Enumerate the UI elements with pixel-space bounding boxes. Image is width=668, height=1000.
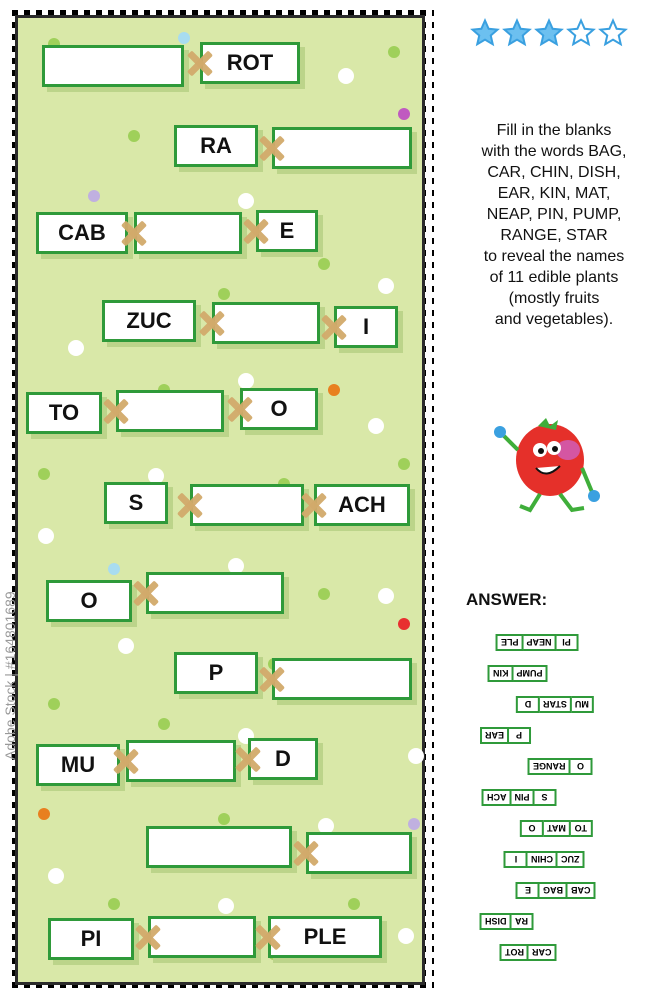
tomato-mascot-icon — [480, 410, 620, 520]
decorative-dot — [408, 818, 420, 830]
decorative-dot — [318, 258, 330, 270]
answer-tile: RANGE — [528, 758, 571, 775]
tape-join-icon — [301, 492, 327, 518]
tape-join-icon — [121, 220, 147, 246]
blank-tile[interactable] — [146, 572, 284, 614]
answer-tile: STAR — [538, 696, 572, 713]
decorative-dot — [218, 288, 230, 300]
answer-tile: PLE — [496, 634, 524, 651]
tape-join-icon — [235, 746, 261, 772]
decorative-dot — [158, 718, 170, 730]
tape-join-icon — [187, 50, 213, 76]
answer-row — [480, 913, 532, 930]
blank-tile[interactable] — [146, 826, 292, 868]
letter-tile: MU — [36, 744, 120, 786]
decorative-dot — [348, 898, 360, 910]
watermark-text: Adobe Stock | #164801689 — [2, 591, 18, 760]
decorative-dot — [108, 898, 120, 910]
blank-tile[interactable] — [272, 127, 412, 169]
letter-tile: E — [256, 210, 318, 252]
answer-tile: MU — [570, 696, 594, 713]
answer-row — [482, 789, 555, 806]
answer-tile: RA — [510, 913, 534, 930]
answer-tile: EAR — [480, 727, 509, 744]
answer-row — [516, 882, 594, 899]
tape-join-icon — [103, 398, 129, 424]
answer-tile: PUMP — [512, 665, 548, 682]
answer-tile: O — [520, 820, 544, 837]
answer-tile: ACH — [482, 789, 512, 806]
letter-tile: P — [174, 652, 258, 694]
answer-row — [528, 758, 591, 775]
answer-tile: ZUC — [556, 851, 585, 868]
letter-tile: PLE — [268, 916, 382, 958]
answer-row — [516, 696, 592, 713]
star-filled-icon — [502, 18, 532, 48]
answer-tile: O — [569, 758, 593, 775]
answer-tile: CAB — [566, 882, 596, 899]
letter-tile: I — [334, 306, 398, 348]
answer-row — [488, 665, 546, 682]
answer-tile: P — [507, 727, 531, 744]
answer-tile: NEAP — [522, 634, 557, 651]
decorative-dot — [368, 418, 384, 434]
answer-tile: PIN — [510, 789, 535, 806]
decorative-dot — [218, 813, 230, 825]
blank-tile[interactable] — [212, 302, 320, 344]
answer-tile: E — [516, 882, 540, 899]
decorative-dot — [408, 748, 424, 764]
answer-row — [496, 634, 577, 651]
decorative-dot — [388, 46, 400, 58]
decorative-dot — [38, 528, 54, 544]
tape-join-icon — [243, 218, 269, 244]
decorative-dot — [318, 588, 330, 600]
decorative-dot — [398, 618, 410, 630]
letter-tile: O — [46, 580, 132, 622]
decorative-dot — [38, 468, 50, 480]
instructions-text: Fill in the blanks with the words BAG, CAR, CHIN, DISH, EAR, KIN, MAT, NEAP, PIN, PUMP, RANGE, STAR to reveal the names of 11 edible plants (mostly fruits and vegetables). — [481, 122, 627, 328]
tape-join-icon — [133, 580, 159, 606]
answer-tile: DISH — [480, 913, 512, 930]
decorative-dot — [68, 340, 84, 356]
difficulty-rating — [470, 18, 628, 48]
letter-tile: O — [240, 388, 318, 430]
answer-heading: ANSWER: — [466, 590, 548, 609]
decorative-dot — [88, 190, 100, 202]
decorative-dot — [238, 193, 254, 209]
tape-join-icon — [293, 840, 319, 866]
letter-tile: PI — [48, 918, 134, 960]
answer-tile: I — [504, 851, 528, 868]
star-empty-icon — [566, 18, 596, 48]
decorative-dot — [398, 928, 414, 944]
answer-row — [504, 851, 583, 868]
answer-row — [480, 727, 529, 744]
letter-tile: TO — [26, 392, 102, 434]
tape-join-icon — [113, 748, 139, 774]
answer-tile: CAR — [527, 944, 557, 961]
blank-tile[interactable] — [272, 658, 412, 700]
tape-join-icon — [255, 924, 281, 950]
answer-tile: D — [516, 696, 540, 713]
decorative-dot — [128, 130, 140, 142]
decorative-dot — [378, 588, 394, 604]
blank-tile[interactable] — [190, 484, 304, 526]
decorative-dot — [218, 898, 234, 914]
decorative-dot — [238, 373, 254, 389]
decorative-dot — [48, 698, 60, 710]
tape-join-icon — [259, 135, 285, 161]
letter-tile: RA — [174, 125, 258, 167]
blank-tile[interactable] — [148, 916, 256, 958]
letter-tile: CAB — [36, 212, 128, 254]
tape-join-icon — [259, 666, 285, 692]
decorative-dot — [38, 808, 50, 820]
letter-tile: ACH — [314, 484, 410, 526]
blank-tile[interactable] — [42, 45, 184, 87]
letter-tile: ROT — [200, 42, 300, 84]
answer-tile: PI — [555, 634, 579, 651]
tape-join-icon — [227, 396, 253, 422]
letter-tile: ZUC — [102, 300, 196, 342]
star-filled-icon — [470, 18, 500, 48]
answer-tile: TO — [569, 820, 593, 837]
decorative-dot — [338, 68, 354, 84]
blank-tile[interactable] — [134, 212, 242, 254]
answer-row — [520, 820, 591, 837]
answer-row — [500, 944, 555, 961]
answer-tile: CHIN — [526, 851, 558, 868]
letter-tile: S — [104, 482, 168, 524]
decorative-dot — [398, 108, 410, 120]
decorative-dot — [48, 868, 64, 884]
letter-tile: D — [248, 738, 318, 780]
tape-join-icon — [321, 314, 347, 340]
tape-join-icon — [199, 310, 225, 336]
answer-tile: BAG — [538, 882, 568, 899]
decorative-dot — [108, 563, 120, 575]
decorative-dot — [118, 638, 134, 654]
answer-tile: KIN — [488, 665, 514, 682]
star-empty-icon — [598, 18, 628, 48]
answer-key — [476, 630, 646, 990]
tape-join-icon — [177, 492, 203, 518]
decorative-dot — [178, 32, 190, 44]
tape-join-icon — [135, 924, 161, 950]
blank-tile[interactable] — [116, 390, 224, 432]
answer-tile: S — [533, 789, 557, 806]
decorative-dot — [378, 278, 394, 294]
star-filled-icon — [534, 18, 564, 48]
answer-tile: MAT — [542, 820, 571, 837]
blank-tile[interactable] — [126, 740, 236, 782]
decorative-dot — [398, 458, 410, 470]
blank-tile[interactable] — [306, 832, 412, 874]
answer-tile: ROT — [500, 944, 529, 961]
decorative-dot — [328, 384, 340, 396]
